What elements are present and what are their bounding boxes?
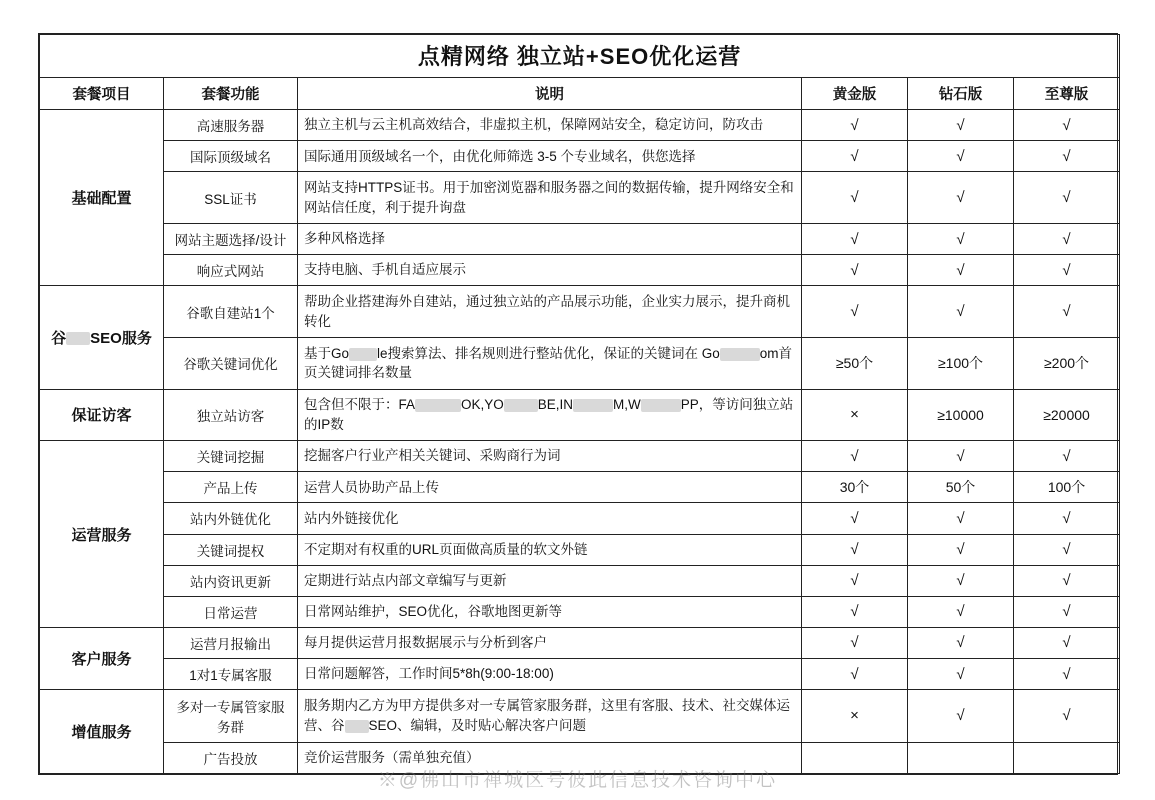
description-cell: 基于Go le搜索算法、排名规则进行整站优化，保证的关键词在 Go om首页关键词排名数量 [298, 337, 802, 389]
table-row [40, 627, 1120, 658]
table-row [40, 286, 1120, 338]
plan-gold-cell: 30个 [802, 472, 908, 503]
plan-supreme-cell: √ [1014, 141, 1120, 172]
category-cell: 保证访客 [40, 389, 164, 441]
plan-gold-cell: √ [802, 659, 908, 690]
plan-diamond-cell: √ [908, 627, 1014, 658]
table-header-row [40, 77, 1120, 109]
plan-supreme-cell: √ [1014, 172, 1120, 224]
feature-cell: 产品上传 [164, 472, 298, 503]
plan-diamond-cell: √ [908, 534, 1014, 565]
redaction-blob [720, 348, 760, 361]
plan-supreme-cell: √ [1014, 596, 1120, 627]
plan-diamond-cell: √ [908, 659, 1014, 690]
plan-supreme-cell: ≥200个 [1014, 337, 1120, 389]
description-cell: 日常问题解答，工作时间5*8h(9:00-18:00) [298, 659, 802, 690]
plan-supreme-cell: √ [1014, 659, 1120, 690]
plan-supreme-cell: √ [1014, 110, 1120, 141]
plan-gold-cell: ≥50个 [802, 337, 908, 389]
feature-cell: SSL证书 [164, 172, 298, 224]
description-cell: 运营人员协助产品上传 [298, 472, 802, 503]
plan-diamond-cell: √ [908, 110, 1014, 141]
category-cell: 客户服务 [40, 627, 164, 689]
description-cell: 包含但不限于：FA OK,YO BE,IN M,W PP，等访问独立站的IP数 [298, 389, 802, 441]
description-cell: 日常网站维护，SEO优化，谷歌地图更新等 [298, 596, 802, 627]
table-row [40, 534, 1120, 565]
description-cell: 网站支持HTTPS证书。用于加密浏览器和服务器之间的数据传输，提升网络安全和网站信任度，利于提升询盘 [298, 172, 802, 224]
plan-gold-cell: √ [802, 503, 908, 534]
feature-cell: 谷歌自建站1个 [164, 286, 298, 338]
table-row [40, 224, 1120, 255]
redaction-blob [415, 399, 461, 412]
redaction-blob [66, 332, 90, 345]
plan-diamond-cell [908, 742, 1014, 773]
pricing-document [38, 33, 1118, 775]
plan-gold-cell: × [802, 690, 908, 743]
plan-supreme-cell: ≥20000 [1014, 389, 1120, 441]
feature-cell: 站内资讯更新 [164, 565, 298, 596]
plan-diamond-cell: ≥100个 [908, 337, 1014, 389]
plan-diamond-cell: √ [908, 224, 1014, 255]
feature-cell: 多对一专属管家服务群 [164, 690, 298, 743]
plan-supreme-cell: √ [1014, 441, 1120, 472]
table-row [40, 690, 1120, 743]
plan-gold-cell: √ [802, 224, 908, 255]
description-cell: 不定期对有权重的URL页面做高质量的软文外链 [298, 534, 802, 565]
plan-diamond-cell: √ [908, 141, 1014, 172]
plan-diamond-cell: √ [908, 172, 1014, 224]
watermark-text: ※@佛山市禅城区号彼此信息技术咨询中心 [377, 770, 778, 791]
plan-gold-cell: √ [802, 286, 908, 338]
plan-diamond-cell: 50个 [908, 472, 1014, 503]
description-cell: 支持电脑、手机自适应展示 [298, 255, 802, 286]
redaction-blob [573, 399, 613, 412]
feature-cell: 广告投放 [164, 742, 298, 773]
plan-diamond-cell: √ [908, 565, 1014, 596]
plan-gold-cell: × [802, 389, 908, 441]
feature-cell: 高速服务器 [164, 110, 298, 141]
category-cell: 运营服务 [40, 441, 164, 628]
table-row [40, 389, 1120, 441]
feature-cell: 1对1专属客服 [164, 659, 298, 690]
plan-gold-cell: √ [802, 627, 908, 658]
redaction-blob [641, 399, 681, 412]
plan-diamond-cell: √ [908, 286, 1014, 338]
redaction-blob [349, 348, 377, 361]
plan-supreme-cell: √ [1014, 224, 1120, 255]
table-title-row [40, 35, 1120, 78]
table-row [40, 472, 1120, 503]
table-row [40, 742, 1120, 773]
plan-supreme-cell: √ [1014, 627, 1120, 658]
table-row [40, 141, 1120, 172]
redaction-blob [504, 399, 538, 412]
description-cell: 竞价运营服务（需单独充值） [298, 742, 802, 773]
table-row [40, 503, 1120, 534]
description-cell: 服务期内乙方为甲方提供多对一专属管家服务群，这里有客服、技术、社交媒体运营、谷 SEO、编辑，及时贴心解决客户问题 [298, 690, 802, 743]
feature-cell: 国际顶级域名 [164, 141, 298, 172]
plan-gold-cell: √ [802, 110, 908, 141]
feature-cell: 谷歌关键词优化 [164, 337, 298, 389]
table-row [40, 441, 1120, 472]
plan-supreme-cell: √ [1014, 690, 1120, 743]
table-row [40, 337, 1120, 389]
plan-diamond-cell: √ [908, 503, 1014, 534]
column-header-description: 说明 [298, 77, 802, 109]
plan-supreme-cell: √ [1014, 286, 1120, 338]
column-header-category: 套餐项目 [40, 77, 164, 109]
feature-cell: 响应式网站 [164, 255, 298, 286]
category-cell: 基础配置 [40, 110, 164, 286]
plan-gold-cell: √ [802, 441, 908, 472]
plan-diamond-cell: ≥10000 [908, 389, 1014, 441]
description-cell: 每月提供运营月报数据展示与分析到客户 [298, 627, 802, 658]
plan-gold-cell: √ [802, 534, 908, 565]
description-cell: 多种风格选择 [298, 224, 802, 255]
column-header-gold: 黄金版 [802, 77, 908, 109]
feature-cell: 运营月报输出 [164, 627, 298, 658]
description-cell: 独立主机与云主机高效结合，非虚拟主机，保障网站安全，稳定访问，防攻击 [298, 110, 802, 141]
table-row [40, 255, 1120, 286]
table-row [40, 172, 1120, 224]
plan-supreme-cell: √ [1014, 534, 1120, 565]
description-cell: 帮助企业搭建海外自建站，通过独立站的产品展示功能，企业实力展示，提升商机转化 [298, 286, 802, 338]
feature-cell: 关键词挖掘 [164, 441, 298, 472]
plan-gold-cell: √ [802, 565, 908, 596]
redaction-blob [345, 720, 369, 733]
column-header-feature: 套餐功能 [164, 77, 298, 109]
feature-cell: 关键词提权 [164, 534, 298, 565]
plan-supreme-cell [1014, 742, 1120, 773]
plan-supreme-cell: √ [1014, 503, 1120, 534]
description-cell: 站内外链接优化 [298, 503, 802, 534]
page-title: 点精网络 独立站+SEO优化运营 [40, 35, 1120, 78]
plan-diamond-cell: √ [908, 596, 1014, 627]
category-cell: 谷 SEO服务 [40, 286, 164, 389]
plan-diamond-cell: √ [908, 690, 1014, 743]
description-cell: 国际通用顶级域名一个，由优化师筛选 3-5 个专业域名，供您选择 [298, 141, 802, 172]
feature-cell: 日常运营 [164, 596, 298, 627]
table-row [40, 565, 1120, 596]
plan-diamond-cell: √ [908, 255, 1014, 286]
plan-gold-cell: √ [802, 141, 908, 172]
category-cell: 增值服务 [40, 690, 164, 774]
table-row [40, 659, 1120, 690]
description-cell: 定期进行站点内部文章编写与更新 [298, 565, 802, 596]
plan-diamond-cell: √ [908, 441, 1014, 472]
plan-gold-cell: √ [802, 172, 908, 224]
plan-gold-cell: √ [802, 596, 908, 627]
table-row [40, 596, 1120, 627]
column-header-supreme: 至尊版 [1014, 77, 1120, 109]
feature-cell: 站内外链优化 [164, 503, 298, 534]
column-header-diamond: 钻石版 [908, 77, 1014, 109]
pricing-table [39, 34, 1120, 774]
feature-cell: 网站主题选择/设计 [164, 224, 298, 255]
plan-gold-cell [802, 742, 908, 773]
plan-supreme-cell: √ [1014, 255, 1120, 286]
table-row [40, 110, 1120, 141]
plan-gold-cell: √ [802, 255, 908, 286]
plan-supreme-cell: √ [1014, 565, 1120, 596]
plan-supreme-cell: 100个 [1014, 472, 1120, 503]
feature-cell: 独立站访客 [164, 389, 298, 441]
description-cell: 挖掘客户行业产相关关键词、采购商行为词 [298, 441, 802, 472]
